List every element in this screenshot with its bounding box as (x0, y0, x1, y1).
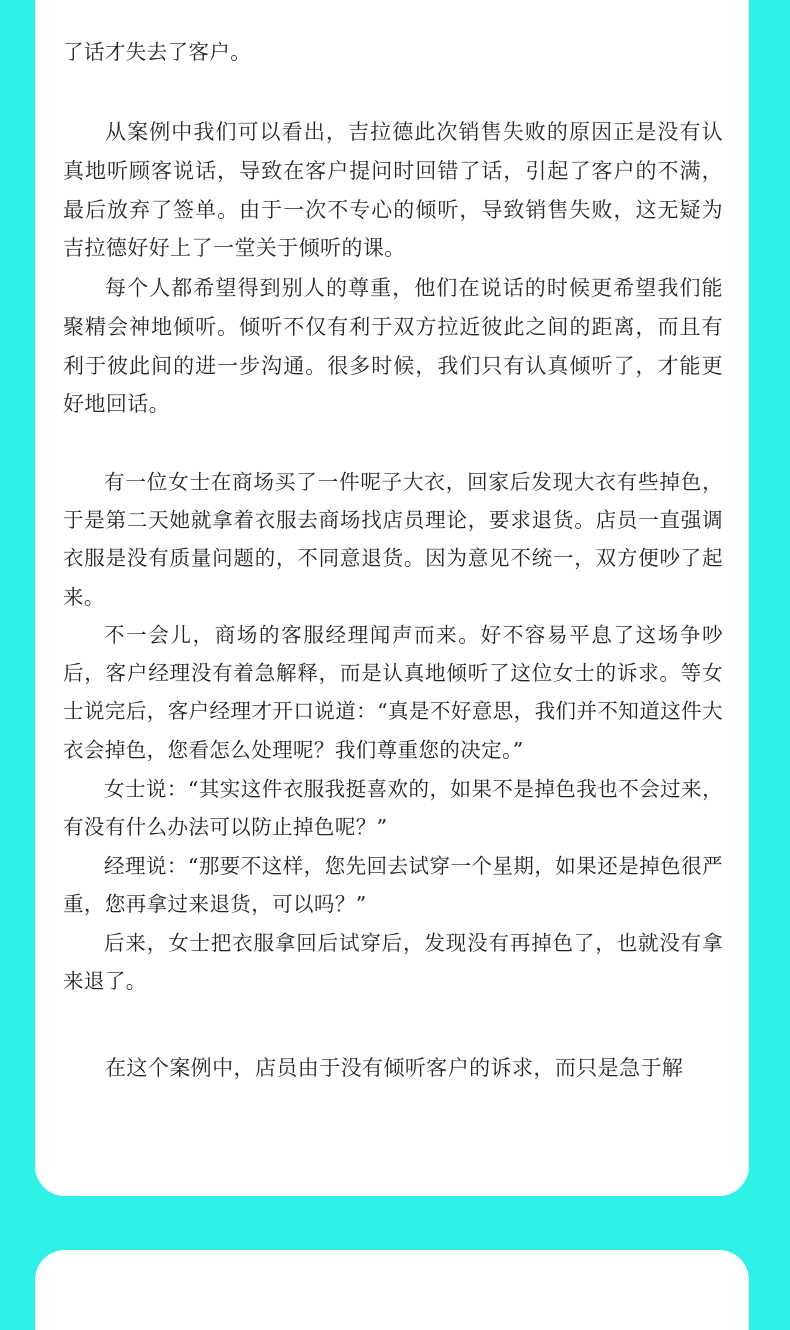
case-story-paragraph-5: 后来，女士把衣服拿回后试穿后，发现没有再掉色了，也就没有拿来退了。 (63, 931, 723, 994)
analysis-paragraph-2: 每个人都希望得到别人的尊重，他们在说话的时候更希望我们能聚精会神地倾听。倾听不仅有利于双方拉近彼此之间的距离，而且有利于彼此间的进一步沟通。很多时候，我们只有认真倾听了，才能更好地回话。 (63, 276, 723, 417)
case-story-paragraph-4: 经理说：“那要不这样，您先回去试穿一个星期，如果还是掉色很严重，您再拿过来退货，可以吗？” (63, 854, 723, 917)
analysis-paragraph-1: 从案例中我们可以看出，吉拉德此次销售失败的原因正是没有认真地听顾客说话，导致在客户提问时回错了话，引起了客户的不满，最后放弃了签单。由于一次不专心的倾听，导致销售失败，这无疑为吉拉德好好上了一堂关于倾听的课。 (63, 120, 723, 261)
next-article-card (35, 1250, 749, 1330)
case-story-paragraph-1: 有一位女士在商场买了一件呢子大衣，回家后发现大衣有些掉色，于是第二天她就拿着衣服去商场找店员理论，要求退货。店员一直强调衣服是没有质量问题的，不同意退货。因为意见不统一，双方便吵了起来。 (63, 470, 723, 609)
article-card (35, 0, 749, 1196)
case-story-paragraph-3: 女士说：“其实这件衣服我挺喜欢的，如果不是掉色我也不会过来，有没有什么办法可以防止掉色呢？” (63, 777, 723, 840)
analysis-paragraph-3: 在这个案例中，店员由于没有倾听客户的诉求，而只是急于解 (105, 1056, 684, 1080)
case-story-ending: 了话才失去了客户。 (63, 40, 252, 64)
case-story-paragraph-2: 不一会儿，商场的客服经理闻声而来。好不容易平息了这场争吵后，客户经理没有着急解释，而是认真地倾听了这位女士的诉求。等女士说完后，客户经理才开口说道：“真是不好意思，我们并不知道这件大衣会掉色，您看怎么处理呢？我们尊重您的决定。” (63, 623, 723, 762)
